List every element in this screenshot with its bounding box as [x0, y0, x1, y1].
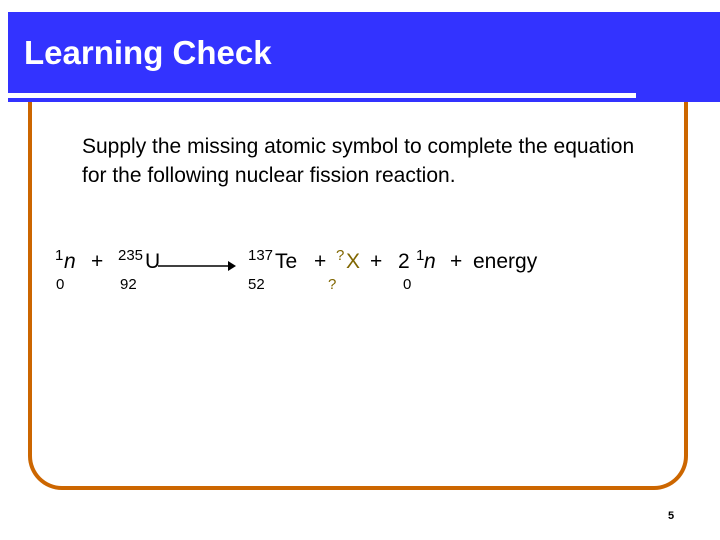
question-prompt: Supply the missing atomic symbol to complete the equation for the following nuclear fission reaction. [82, 135, 635, 187]
tellurium-atomic-number: 52 [248, 276, 265, 293]
neutron-symbol: n [64, 250, 76, 273]
unknown-atomic-number: ? [328, 276, 337, 293]
neutron-coefficient: 2 [398, 250, 410, 273]
neutron-atomic-number: 0 [403, 276, 412, 293]
unknown-mass-number: ? [336, 247, 345, 264]
uranium-symbol: U [145, 250, 161, 273]
reaction-arrow-icon [158, 259, 236, 273]
plus-sign: + [314, 250, 327, 273]
tellurium-symbol: Te [275, 250, 298, 273]
neutron-mass-number: 1 [416, 247, 425, 264]
uranium-mass-number: 235 [118, 247, 144, 264]
energy-term: energy [473, 250, 538, 273]
uranium-atomic-number: 92 [120, 276, 137, 293]
tellurium-mass-number: 137 [248, 247, 274, 264]
plus-sign: + [450, 250, 463, 273]
page-number: 5 [668, 510, 675, 522]
neutron-symbol: n [424, 250, 436, 273]
slide-title: Learning Check [24, 34, 272, 71]
neutron-atomic-number: 0 [56, 276, 65, 293]
unknown-symbol: X [346, 250, 361, 273]
plus-sign: + [370, 250, 383, 273]
title-underline [8, 93, 636, 98]
plus-sign: + [91, 250, 104, 273]
neutron-mass-number: 1 [55, 247, 64, 264]
